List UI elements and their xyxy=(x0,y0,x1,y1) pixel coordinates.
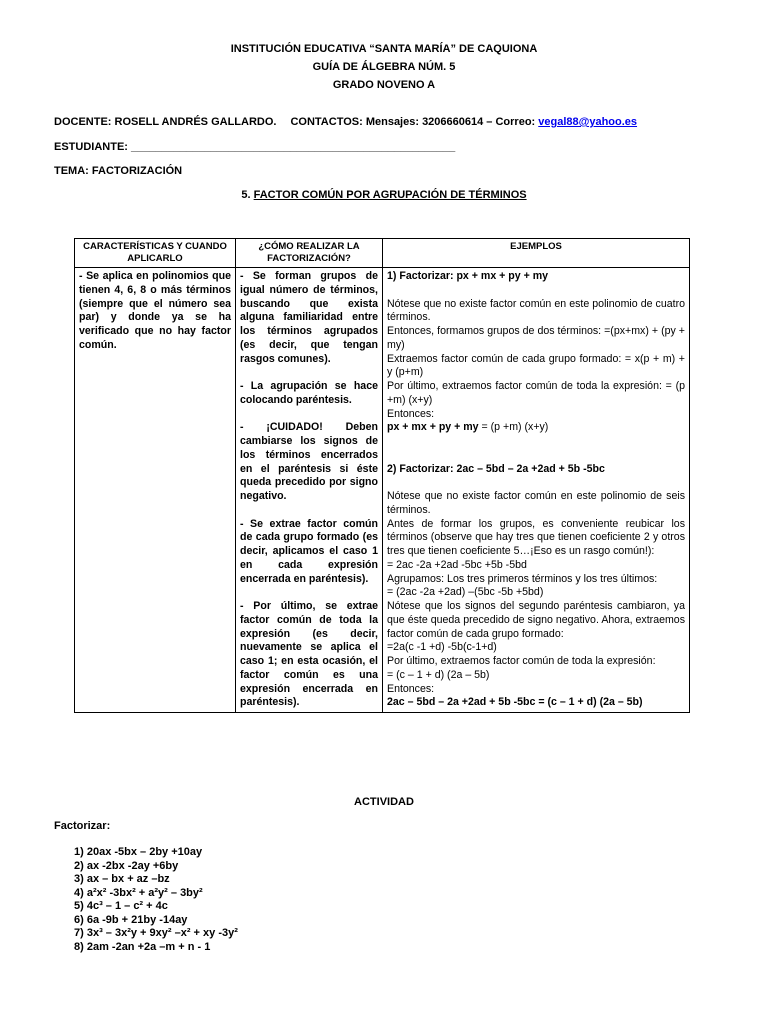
example-2-line: Antes de formar los grupos, es conveniente reubicar los términos (observe que hay tres que tienen coeficiente 2 y otros tres que tienen coeficiente 5…¡Eso es un rasgo común!): xyxy=(387,517,685,557)
how-to-step: - Se extrae factor común de cada grupo formado (es decir, aplicamos el caso 1 en cada expresión encerrada en paréntesis). xyxy=(240,517,378,585)
example-2-line: = (c – 1 + d) (2a – 5b) xyxy=(387,668,490,681)
how-to-step: - Por último, se extrae factor común de toda la expresión (es decir, nuevamente se aplica el caso 1; en esta ocasión, el factor común es una expresión encerrada en paréntesis). xyxy=(240,600,378,709)
teacher-name: DOCENTE: ROSELL ANDRÉS GALLARDO. xyxy=(54,116,277,128)
example-1-line: Entonces: xyxy=(387,407,435,420)
examples-cell xyxy=(383,268,690,713)
activity-title: ACTIVIDAD xyxy=(354,796,414,808)
how-to-step: - La agrupación se hace colocando paréntesis. xyxy=(240,380,378,406)
table-content-row xyxy=(75,268,690,713)
example-2-line: = (2ac -2a +2ad) –(5bc -5b +5bd) xyxy=(387,586,544,599)
example-2-line: Por último, extraemos factor común de toda la expresión: xyxy=(387,655,656,667)
exercise-list xyxy=(74,846,238,954)
example-1-line: Nótese que no existe factor común en este polinomio de cuatro términos. xyxy=(387,297,685,324)
example-2-result: 2ac – 5bd – 2a +2ad + 5b -5bc = (c – 1 + d) (2a – 5b) xyxy=(387,696,643,709)
example-1-result-rhs: = (p +m) (x+y) xyxy=(478,421,549,434)
example-1-result xyxy=(387,421,685,435)
how-to-cell xyxy=(236,268,383,713)
section-name: FACTOR COMÚN POR AGRUPACIÓN DE TÉRMINOS xyxy=(253,189,527,201)
exercise-item: 5) 4c³ – 1 – c² + 4c xyxy=(74,900,168,912)
how-to-step: - Se forman grupos de igual número de términos, buscando que exista alguna familiaridad entre los términos agrupados (es decir, que tengan rasgos comunes). xyxy=(240,270,378,365)
contacts: CONTACTOS: Mensajes: 3206660614 – Correo: xyxy=(290,116,539,128)
exercise-item: 4) a²x² -3bx² + a²y² – 3by² xyxy=(74,886,203,899)
teacher-line xyxy=(54,116,637,128)
email-link[interactable]: vegal88@yahoo.es xyxy=(538,116,638,128)
exercise-item: 8) 2am -2an +2a –m + n - 1 xyxy=(74,940,211,953)
how-to-step: - ¡CUIDADO! Deben cambiarse los signos de los términos encerrados en el paréntesis si éste queda precedido por signo negativo. xyxy=(240,421,378,502)
characteristics-text: - Se aplica en polinomios que tienen 4, 6, 8 o más términos (siempre que el número sea par) y donde ya se ha verificado que no hay factor común. xyxy=(79,270,231,351)
exercise-item: 6) 6a -9b + 21by -14ay xyxy=(74,913,188,926)
table-header-row xyxy=(75,239,690,268)
grade-title: GRADO NOVENO A xyxy=(332,79,436,91)
header-examples: EJEMPLOS xyxy=(383,239,690,268)
factorization-table xyxy=(74,238,690,713)
student-line: ESTUDIANTE: _____________________________________________________ xyxy=(54,141,456,153)
example-2-title: 2) Factorizar: 2ac – 5bd – 2a +2ad + 5b -5bc xyxy=(387,462,605,475)
exercise-item: 3) ax – bx + az –bz xyxy=(74,873,170,885)
exercise-item: 2) ax -2bx -2ay +6by xyxy=(74,859,179,872)
example-1-line: Entonces, formamos grupos de dos términos: =(px+mx) + (py + my) xyxy=(387,325,685,351)
header-characteristics: CARACTERÍSTICAS Y CUANDO APLICARLO xyxy=(75,239,236,268)
section-number: 5. xyxy=(241,189,254,201)
characteristics-cell xyxy=(75,268,236,713)
activity-instruction: Factorizar: xyxy=(54,820,111,832)
example-2-line: Entonces: xyxy=(387,682,435,695)
example-2-line: Nótese que los signos del segundo paréntesis cambiaron, ya que éste queda precedido de signo negativo. Ahora, extraemos factor común de cada grupo formado: xyxy=(387,600,685,640)
topic-line: TEMA: FACTORIZACIÓN xyxy=(54,165,183,177)
header-how-to: ¿CÓMO REALIZAR LA FACTORIZACIÓN? xyxy=(236,239,383,268)
example-1-line: Extraemos factor común de cada grupo formado: = x(p + m) + y (p+m) xyxy=(387,352,685,379)
example-1-title: 1) Factorizar: px + mx + py + my xyxy=(387,270,549,282)
guide-title: GUÍA DE ÁLGEBRA NÚM. 5 xyxy=(312,61,456,73)
example-2-line: = 2ac -2a +2ad -5bc +5b -5bd xyxy=(387,558,527,571)
example-2-line: Nótese que no existe factor común en este polinomio de seis términos. xyxy=(387,490,685,516)
example-2-line: Agrupamos: Los tres primeros términos y los tres últimos: xyxy=(387,572,658,585)
example-2-line: =2a(c -1 +d) -5b(c-1+d) xyxy=(387,641,497,654)
exercise-item: 7) 3x³ – 3x²y + 9xy² –x² + xy -3y² xyxy=(74,927,238,939)
example-1-line: Por último, extraemos factor común de toda la expresión: = (p +m) (x+y) xyxy=(387,380,685,406)
exercise-item: 1) 20ax -5bx – 2by +10ay xyxy=(74,846,203,858)
institution-title: INSTITUCIÓN EDUCATIVA “SANTA MARÍA” DE CAQUIONA xyxy=(230,43,538,55)
section-title xyxy=(0,189,768,201)
example-1-result-lhs: px + mx + py + my xyxy=(387,421,479,434)
